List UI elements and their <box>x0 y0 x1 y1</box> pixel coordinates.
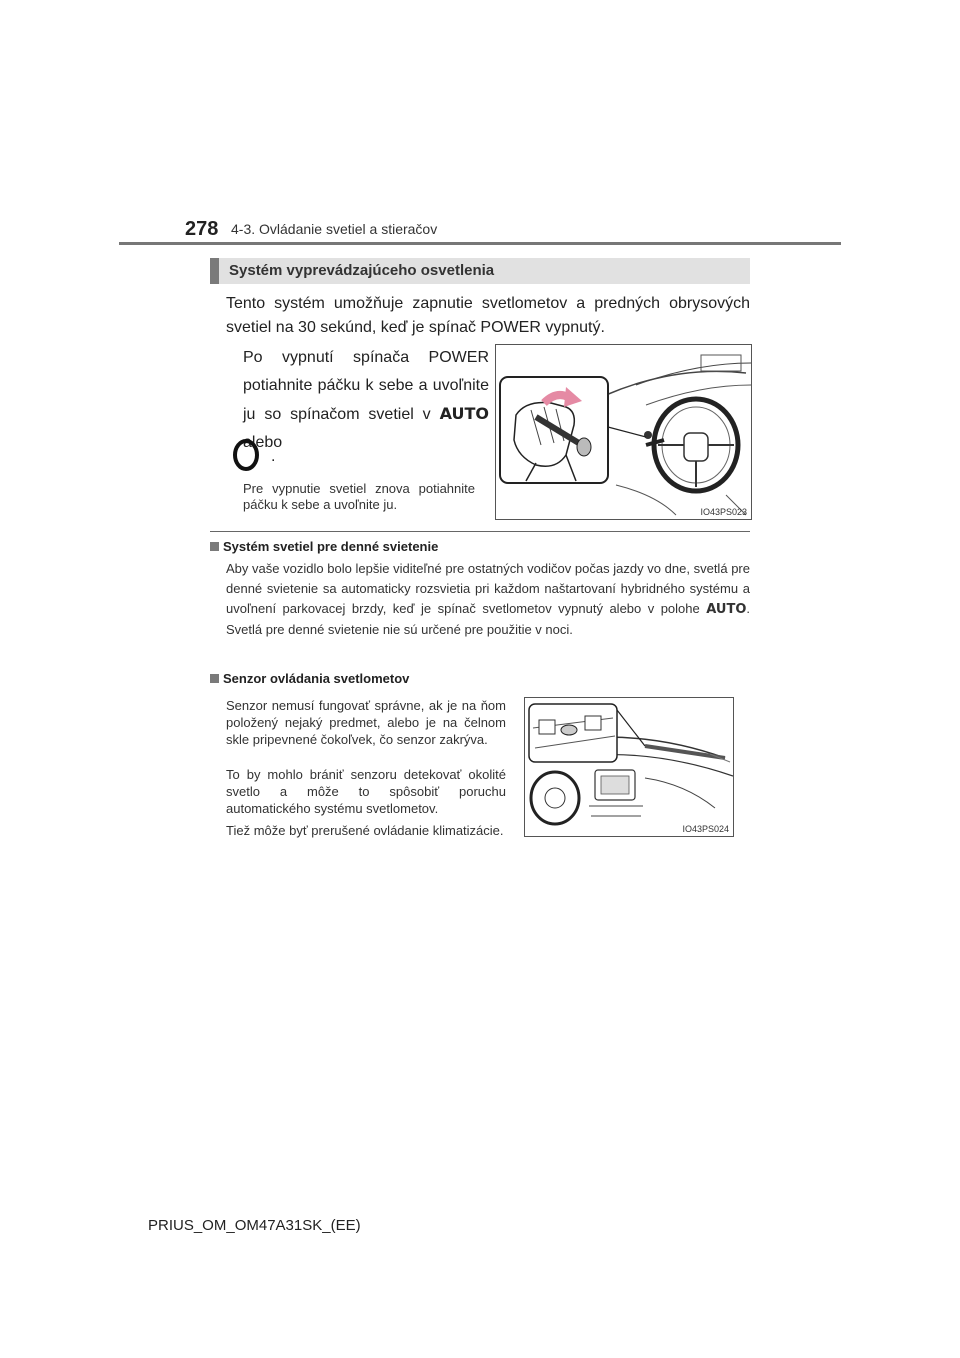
heading-bullet-icon <box>210 674 219 683</box>
step-note: Pre vypnutie svetiel znova potiahnite páčku k sebe a uvoľnite ju. <box>243 481 475 512</box>
document-code: PRIUS_OM_OM47A31SK_(EE) <box>148 1217 361 1234</box>
step-instruction <box>243 344 489 457</box>
section-divider <box>210 531 750 532</box>
section-header <box>210 258 750 284</box>
figure-code-1: IO43PS023 <box>700 507 747 517</box>
light-off-icon <box>229 438 263 472</box>
heading-bullet-icon <box>210 542 219 551</box>
auto-position-mark-2: AUTO <box>706 602 747 617</box>
drl-heading: Systém svetiel pre denné svietenie <box>210 539 438 554</box>
step-period: . <box>271 448 276 465</box>
step-text-part2: alebo <box>243 434 283 451</box>
lever-illustration <box>495 344 752 520</box>
intro-paragraph: Tento systém umožňuje zapnutie svetlometov a predných obrysových svetiel na 30 sekúnd, keď je spínač POWER vypnutý. <box>226 295 750 336</box>
drl-paragraph: Aby vaše vozidlo bolo lepšie viditeľné pre ostatných vodičov počas jazdy vo dne, svetlá pre denné svietenie sa automaticky rozsvietia pri každom naštartovaní hybridného systému a uvoľnení parkovacej brzdy, keď je spínač svetlometov vypnutý alebo v polohe AUTO. Svetlá pre denné svietenie nie sú určené pre použitie v noci. <box>226 561 750 637</box>
section-title: Systém vyprevádzajúceho osvetlenia <box>229 262 495 279</box>
header-divider <box>119 242 841 245</box>
sensor-heading: Senzor ovládania svetlometov <box>210 671 409 686</box>
sensor-text-3: Tiež môže byť prerušené ovládanie klimatizácie. <box>226 823 504 838</box>
figure-code-2: IO43PS024 <box>682 824 729 834</box>
chapter-title: 4-3. Ovládanie svetiel a stieračov <box>231 221 438 237</box>
step-text-part1: Po vypnutí spínača POWER potiahnite páčku k sebe a uvoľnite ju so spínačom svetiel v <box>243 349 489 423</box>
sensor-illustration <box>524 697 734 837</box>
sensor-text-1: Senzor nemusí fungovať správne, ak je na ňom položený nejaký predmet, alebo je na čelnom skle pripevnené čokoľvek, čo senzor zakrýva. <box>226 698 506 747</box>
page-number: 278 <box>185 218 219 240</box>
auto-position-mark: AUTO <box>439 404 489 423</box>
sensor-text-2: To by mohlo brániť senzoru detekovať okolité svetlo a môže to spôsobiť poruchu automatického systému svetlometov. <box>226 767 506 816</box>
